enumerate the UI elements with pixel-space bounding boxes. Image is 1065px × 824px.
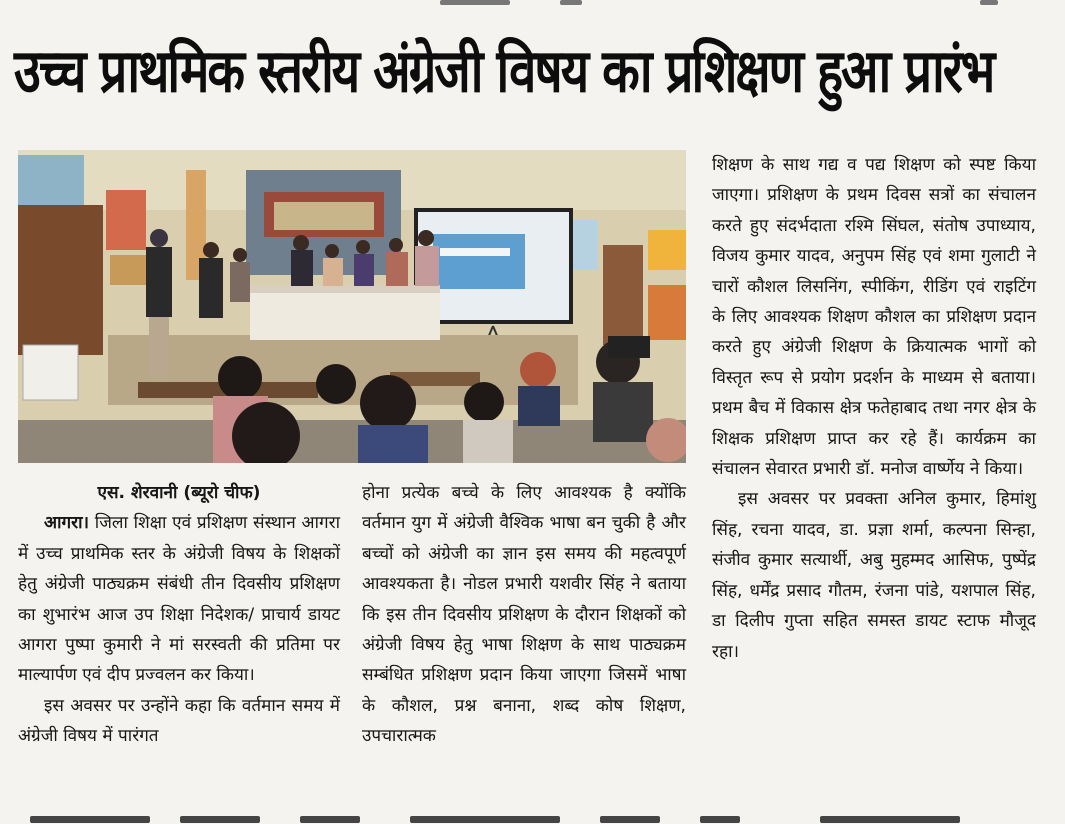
article-column-2 (362, 478, 686, 752)
institute-banner-icon (264, 192, 384, 237)
headline: उच्च प्राथमिक स्तरीय अंग्रेजी विषय का प्रशिक्षण हुआ प्रारंभ (14, 36, 994, 107)
article-paragraph-3: होना प्रत्येक बच्चे के लिए आवश्यक है क्योंकि वर्तमान युग में अंग्रेजी वैश्विक भाषा बन चुकी है और बच्चों को अंग्रेजी का ज्ञान इस समय की महत्वपूर्ण आवश्यकता है। नोडल प्रभारी यशवीर सिंह ने बताया कि इस तीन दिवसीय प्रशिक्षण के दौरान शिक्षकों को अंग्रेजी विषय हेतु भाषा शिक्षण के साथ पाठ्यक्रम सम्बंधित प्रशिक्षण प्रदान किया जाएगा जिसमें भाषा के कौशल, प्रश्न बनाना, शब्द कोष शिक्षण, उपचारात्मक (362, 483, 686, 747)
dateline: आगरा। (44, 513, 89, 534)
article-photo (18, 150, 686, 463)
article-paragraph-2: इस अवसर पर उन्होंने कहा कि वर्तमान समय में अंग्रेजी विषय में पारंगत (18, 695, 340, 747)
article-paragraph-4: शिक्षण के साथ गद्य व पद्य शिक्षण को स्पष्ट किया जाएगा। प्रशिक्षण के प्रथम दिवस सत्रों का संचालन करते हुए संदर्भदाता रश्मि सिंघल, संतोष उपाध्याय, विजय कुमार यादव, अनुपम सिंह एवं शमा गुलाटी ने चारों कौशल लिसनिंग, स्पीकिंग, रीडिंग एवं राइटिंग के लिए आवश्यक शिक्षण कौशल का प्रशिक्षण प्रदान करते हुए अंग्रेजी शिक्षण के क्रियात्मक भागों को विस्तृत रूप से प्रयोग प्रदर्शन के माध्यम से बताया। प्रथम बैच में विकास क्षेत्र फतेहाबाद तथा नगर क्षेत्र के शिक्षक प्रशिक्षण प्राप्त कर रहे हैं। कार्यक्रम का संचालन सेवारत प्रभारी डॉ. मनोज वार्ष्णेय ने किया। (712, 155, 1036, 480)
article-column-3 (712, 150, 1036, 667)
cropped-next-headline (0, 812, 1065, 824)
article-column-1 (18, 478, 340, 752)
byline: एस. शेरवानी (ब्यूरो चीफ) (97, 483, 261, 503)
article-paragraph-1: जिला शिक्षा एवं प्रशिक्षण संस्थान आगरा में उच्च प्राथमिक स्तर के अंग्रेजी विषय के शिक्षकों हेतु अंग्रेजी पाठ्यक्रम संबंधी तीन दिवसीय प्रशिक्षण का शुभारंभ आज उप शिक्षा निदेशक/ प्राचार्य डायट आगरा पुष्पा कुमारी ने मां सरस्वती की प्रतिमा पर माल्यार्पण एवं दीप प्रज्वलन कर किया। (18, 513, 340, 686)
cropped-previous-text (0, 0, 1065, 10)
article-paragraph-5: इस अवसर पर प्रवक्ता अनिल कुमार, हिमांशु सिंह, रचना यादव, डा. प्रज्ञा शर्मा, कल्पना सिन्हा, संजीव कुमार सत्यार्थी, अबु मुहम्मद आसिफ, पुष्पेंद्र सिंह, धर्मेंद्र प्रसाद गौतम, रंजना पांडे, यशपाल सिंह, डा दिलीप गुप्ता सहित समस्त डायट स्टाफ मौजूद रहा। (712, 489, 1036, 662)
